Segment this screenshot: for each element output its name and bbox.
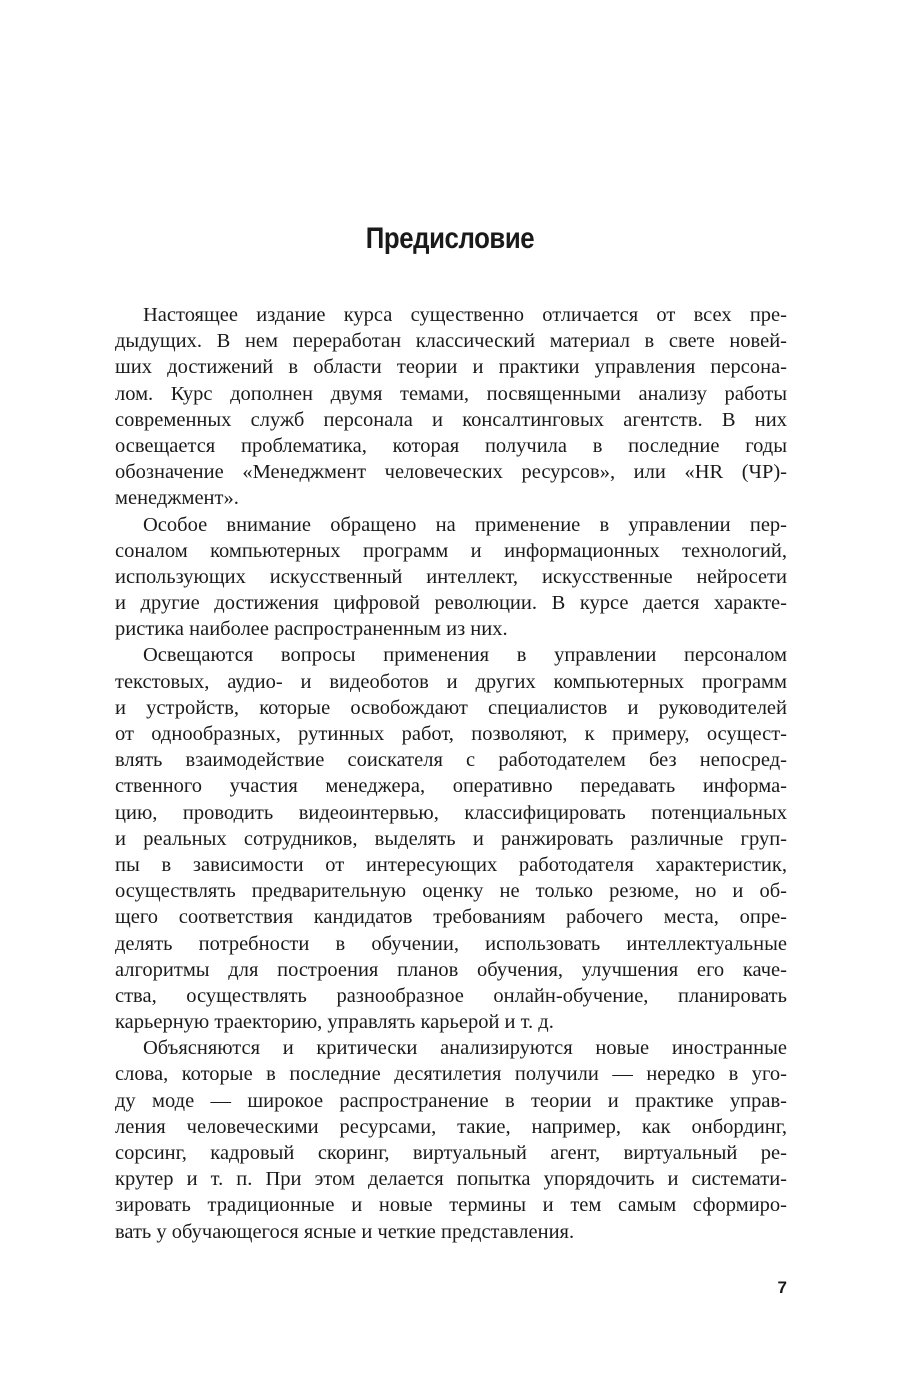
paragraph [115,512,787,643]
page-number: 7 [777,1278,787,1297]
text-line: алгоритмы для построения планов обучения, улучшения его каче- [115,958,787,981]
text-line: менеджмент». [115,487,239,510]
text-line: и реальных сотрудников, выделять и ранжировать различные груп- [115,827,787,850]
text-line: текстовых, аудио- и видеоботов и других компьютерных программ [115,670,787,693]
page-title: Предисловие [365,222,535,255]
text-line: сорсинг, кадровый скоринг, виртуальный агент, виртуальный ре- [115,1142,787,1164]
text-line: делять потребности в обучении, использовать интеллектуальные [115,932,787,955]
text-line: лом. Курс дополнен двумя темами, посвященными анализу работы [115,382,787,405]
text-line: от однообразных, рутинных работ, позволяют, к примеру, осущест- [115,723,787,745]
text-line: ристика наиболее распространенным из них. [115,618,508,641]
text-line: соналом компьютерных программ и информационных технологий, [115,539,787,562]
text-line: и устройств, которые освобождают специалистов и руководителей [115,696,787,719]
text-line: пы в зависимости от интересующих работодателя характеристик, [115,853,787,876]
text-line: и другие достижения цифровой революции. В курсе дается характе- [115,592,787,615]
text-line: современных служб персонала и консалтинговых агентств. В них [115,408,787,431]
text-line: Объясняются и критически анализируются новые иностранные [143,1037,787,1060]
text-line: цию, проводить видеоинтервью, классифицировать потенциальных [115,801,787,824]
text-line: ства, осуществлять разнообразное онлайн-обучение, планировать [115,984,787,1007]
text-line: влять взаимодействие соискателя с работодателем без непосред- [115,749,787,772]
text-line: ду моде — широкое распространение в теории и практике управ- [115,1089,787,1112]
paragraph [115,302,787,512]
paragraph [115,1035,787,1245]
text-line: обозначение «Менеджмент человеческих ресурсов», или «HR (ЧР)- [115,461,787,484]
text-line: Особое внимание обращено на применение в управлении пер- [143,513,787,536]
text-line: карьерную траекторию, управлять карьерой и т. д. [115,1011,554,1034]
text-line: щего соответствия кандидатов требованиям рабочего места, опре- [115,906,787,929]
text-line: ственного участия менеджера, оперативно передавать информа- [115,775,787,798]
text-line: крутер и т. п. При этом делается попытка упорядочить и системати- [115,1168,787,1191]
text-line: ления человеческими ресурсами, такие, например, как онбординг, [115,1115,787,1138]
text-line: зировать традиционные и новые термины и тем самым сформиро- [115,1194,787,1217]
text-line: осуществлять предварительную оценку не только резюме, но и об- [115,880,787,903]
text-line: вать у обучающегося ясные и четкие представления. [115,1220,575,1243]
text-line: Освещаются вопросы применения в управлении персоналом [143,644,787,667]
paragraph [115,642,787,1035]
text-line: дыдущих. В нем переработан классический материал в свете новей- [115,330,787,353]
text-line: ших достижений в области теории и практики управления персона- [115,356,787,379]
text-line: освещается проблематика, которая получила в последние годы [115,434,787,457]
text-line: использующих искусственный интеллект, искусственные нейросети [115,565,787,588]
body-text [115,302,787,1245]
text-line: слова, которые в последние десятилетия получили — нередко в уго- [115,1063,787,1086]
text-line: Настоящее издание курса существенно отличается от всех пре- [143,304,787,326]
